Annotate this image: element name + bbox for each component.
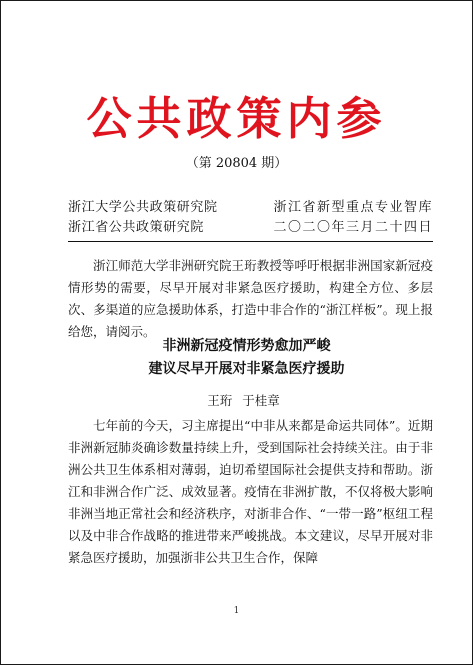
issue-number: （第 20804 期）	[185, 156, 288, 171]
org-name-zju: 浙江大学公共政策研究院	[68, 200, 218, 215]
org-block-left	[68, 198, 218, 238]
org-name-zhejiang: 浙江省公共政策研究院	[68, 220, 205, 235]
header-divider	[68, 241, 433, 242]
article-authors: 王珩 于桂章	[207, 393, 280, 408]
page-number: 1	[233, 606, 240, 616]
article-body-paragraph: 七年前的今天，习主席提出“中非从来都是命运共同体”。近期非洲新冠肺炎确诊数量持续上升，受到国际社会持续关注。由于非洲公共卫生体系相对薄弱，迫切希望国际社会提供支持和帮助。浙江和非洲合作广泛、成效显著。疫情在非洲扩散，不仅将极大影响非洲当地正常社会和经济秩序，对浙非合作、“一带一路”枢纽工程以及中非合作战略的推进带来严峻挑战。本文建议，尽早开展对非紧急医疗援助，加强浙非公共卫生合作，保障	[68, 418, 433, 565]
issue-date: 二〇二〇年三月二十四日	[273, 220, 433, 235]
org-block-right	[273, 198, 433, 238]
intro-paragraph: 浙江师范大学非洲研究院王珩教授等呼吁根据非洲国家新冠疫情形势的需要，尽早开展对非紧急医疗援助，构建全方位、多层次、多渠道的应急援助体系，打造中非合作的“浙江样板”。现上报给您，请阅示。	[68, 258, 433, 339]
think-tank-label: 浙江省新型重点专业智库	[273, 200, 433, 215]
publication-title: 公共政策内参	[86, 92, 387, 145]
article-title-line1: 非洲新冠疫情形势愈加严峻	[162, 338, 331, 354]
article-title-line2: 建议尽早开展对非紧急医疗援助	[148, 361, 345, 377]
